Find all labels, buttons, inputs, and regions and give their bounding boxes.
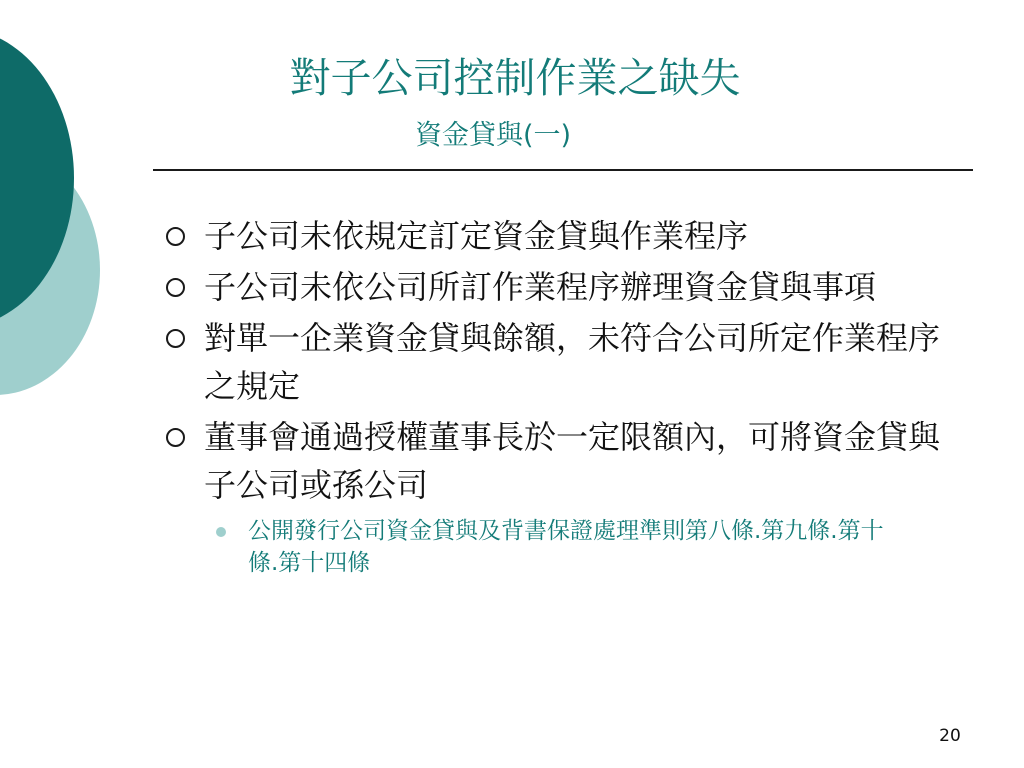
bullet-text: 子公司未依規定訂定資金貸與作業程序 bbox=[204, 217, 749, 255]
sub-bullet-text: 公開發行公司資金貸與及背書保證處理準則第八條.第九條.第十條.第十四條 bbox=[248, 518, 884, 576]
hollow-circle-bullet-icon bbox=[166, 428, 185, 447]
hollow-circle-bullet-icon bbox=[166, 329, 185, 348]
bullet-text: 子公司未依公司所訂作業程序辦理資金貸與事項 bbox=[204, 268, 877, 306]
slide-subtitle: 資金貸與(一) bbox=[415, 120, 572, 151]
slide-title: 對子公司控制作業之缺失 bbox=[289, 54, 741, 102]
sub-bullet-item bbox=[208, 515, 898, 579]
bullet-item bbox=[163, 212, 968, 260]
bullet-item bbox=[163, 413, 968, 509]
bullet-item bbox=[163, 314, 968, 410]
title-divider bbox=[153, 169, 973, 171]
bullet-list bbox=[163, 212, 968, 579]
bullet-item bbox=[163, 263, 968, 311]
filled-dot-bullet-icon bbox=[216, 527, 226, 537]
page-number: 20 bbox=[939, 726, 961, 746]
hollow-circle-bullet-icon bbox=[166, 227, 185, 246]
bullet-text: 對單一企業資金貸與餘額，未符合公司所定作業程序之規定 bbox=[204, 319, 941, 405]
hollow-circle-bullet-icon bbox=[166, 278, 185, 297]
bullet-text: 董事會通過授權董事長於一定限額內，可將資金貸與子公司或孫公司 bbox=[204, 418, 941, 504]
